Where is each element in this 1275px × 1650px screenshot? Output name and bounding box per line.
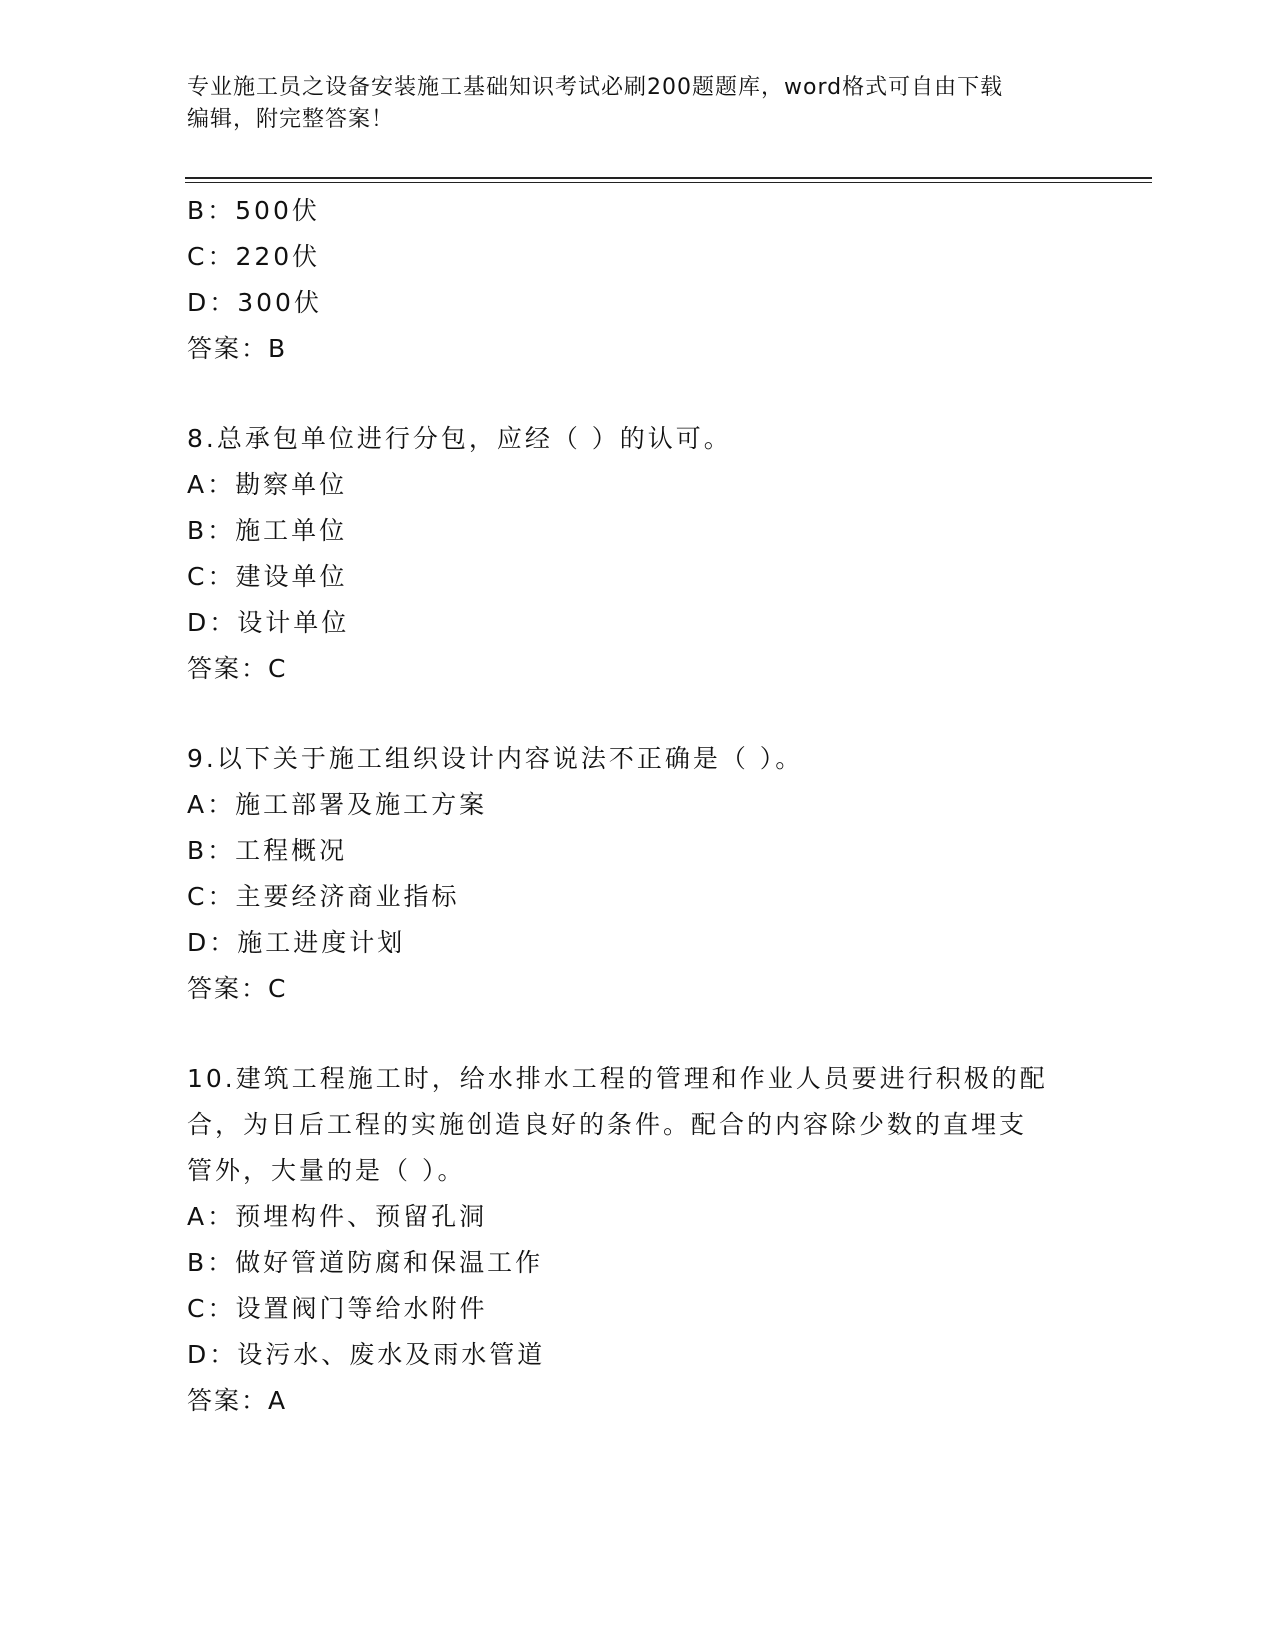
question-7-continued (187, 188, 1087, 372)
option-a: A：施工部署及施工方案 (187, 790, 488, 819)
option-c: C：220伏 (187, 242, 321, 271)
option-a: A：勘察单位 (187, 470, 348, 499)
question-stem: 8.总承包单位进行分包，应经（ ）的认可。 (187, 424, 732, 453)
question-stem-line-2: 合，为日后工程的实施创造良好的条件。配合的内容除少数的直埋支 (187, 1110, 1028, 1139)
question-9 (187, 736, 1087, 1012)
question-8 (187, 416, 1087, 692)
option-c: C：建设单位 (187, 562, 348, 591)
question-stem-line-3: 管外，大量的是（ ）。 (187, 1156, 466, 1185)
page-header (187, 72, 1087, 136)
option-d: D：300伏 (187, 288, 322, 317)
answer: 答案：A (187, 1386, 288, 1415)
option-c: C：设置阀门等给水附件 (187, 1294, 488, 1323)
question-list (187, 188, 1087, 1424)
header-divider (185, 177, 1152, 179)
answer: 答案：C (187, 654, 288, 683)
question-10 (187, 1056, 1087, 1424)
option-b: B：做好管道防腐和保温工作 (187, 1248, 544, 1277)
option-b: B：工程概况 (187, 836, 348, 865)
option-d: D：设污水、废水及雨水管道 (187, 1340, 546, 1369)
answer: 答案：B (187, 334, 288, 363)
header-title-line-1: 专业施工员之设备安装施工基础知识考试必刷200题题库，word格式可自由下载 (187, 75, 1004, 100)
option-d: D：设计单位 (187, 608, 350, 637)
question-stem: 9.以下关于施工组织设计内容说法不正确是（ ）。 (187, 744, 804, 773)
option-b: B：500伏 (187, 196, 320, 225)
header-title-line-2: 编辑，附完整答案！ (187, 107, 395, 132)
answer: 答案：C (187, 974, 288, 1003)
option-b: B：施工单位 (187, 516, 348, 545)
option-a: A：预埋构件、预留孔洞 (187, 1202, 488, 1231)
question-stem-line-1: 10.建筑工程施工时，给水排水工程的管理和作业人员要进行积极的配 (187, 1064, 1048, 1093)
option-d: D：施工进度计划 (187, 928, 406, 957)
option-c: C：主要经济商业指标 (187, 882, 460, 911)
header-divider-thin (185, 182, 1152, 183)
